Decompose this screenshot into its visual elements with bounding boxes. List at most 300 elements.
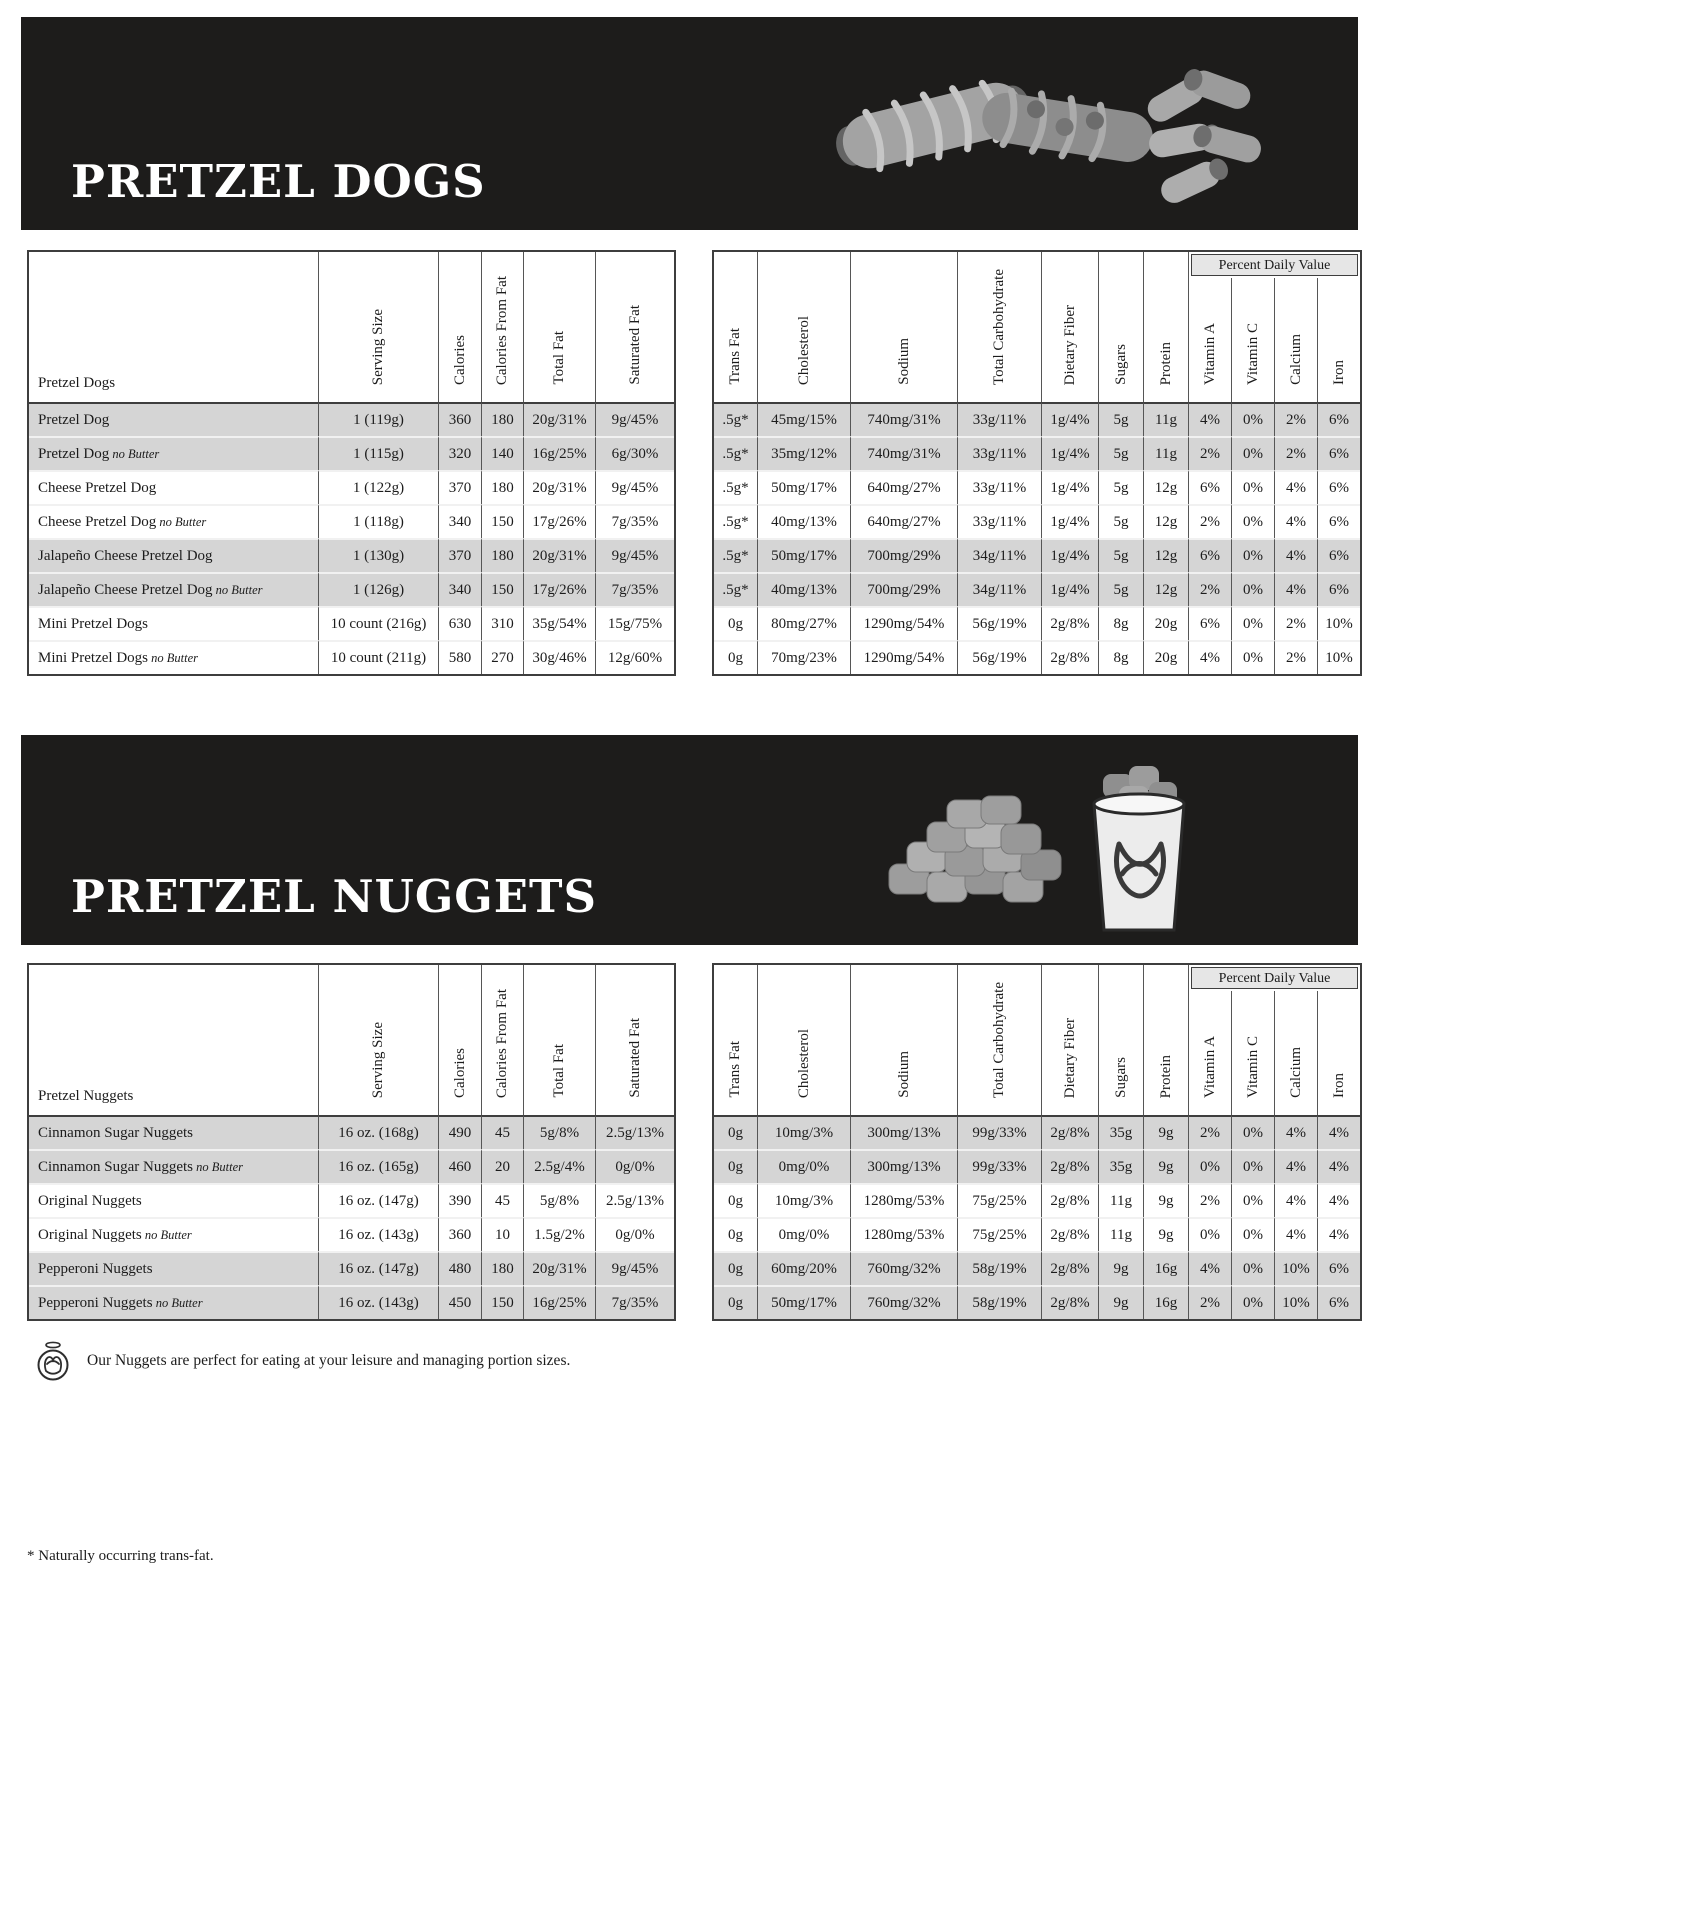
pretzel-nuggets-photo [881, 746, 1211, 941]
table-row [29, 1251, 674, 1285]
value-cell: 6% [1317, 1251, 1360, 1285]
value-cell: 2% [1274, 436, 1317, 470]
value-cell: 16 oz. (143g) [318, 1217, 438, 1251]
value-cell: 75g/25% [957, 1217, 1041, 1251]
table-label-dogs: Pretzel Dogs [29, 252, 318, 402]
value-cell: 11g [1143, 436, 1188, 470]
value-cell: 9g [1143, 1149, 1188, 1183]
table-label-nuggets: Pretzel Nuggets [29, 965, 318, 1115]
value-cell: 370 [438, 538, 481, 572]
value-cell: 490 [438, 1115, 481, 1149]
table-row [714, 538, 1360, 572]
value-cell: 640mg/27% [850, 504, 957, 538]
dogs-nutrition-table-right [712, 250, 1362, 676]
value-cell: 2% [1188, 572, 1231, 606]
value-cell: 0% [1231, 1217, 1274, 1251]
value-cell: 1 (126g) [318, 572, 438, 606]
value-cell: 9g/45% [595, 1251, 674, 1285]
table-row [714, 470, 1360, 504]
value-cell: 140 [481, 436, 523, 470]
value-cell: 16g/25% [523, 436, 595, 470]
value-cell: 10% [1274, 1251, 1317, 1285]
value-cell: 630 [438, 606, 481, 640]
value-cell: 0% [1231, 1251, 1274, 1285]
value-cell: 1 (122g) [318, 470, 438, 504]
value-cell: 6g/30% [595, 436, 674, 470]
value-cell: 0% [1231, 402, 1274, 436]
value-cell: 7g/35% [595, 504, 674, 538]
value-cell: 60mg/20% [757, 1251, 850, 1285]
value-cell: 180 [481, 402, 523, 436]
value-cell: 360 [438, 402, 481, 436]
value-cell: 40mg/13% [757, 572, 850, 606]
value-cell: 700mg/29% [850, 572, 957, 606]
value-cell: 10% [1317, 640, 1360, 674]
table-row [29, 402, 674, 436]
value-cell: 8g [1098, 640, 1143, 674]
value-cell: 0g [714, 1149, 757, 1183]
value-cell: 10% [1274, 1285, 1317, 1319]
col-cholesterol: Cholesterol [757, 252, 850, 402]
value-cell: 5g/8% [523, 1183, 595, 1217]
value-cell: 20g/31% [523, 1251, 595, 1285]
table-row [714, 1149, 1360, 1183]
value-cell: 2g/8% [1041, 640, 1098, 674]
value-cell: 50mg/17% [757, 538, 850, 572]
col-calcium: Calcium [1274, 991, 1317, 1115]
value-cell: 6% [1188, 538, 1231, 572]
value-cell: 4% [1274, 504, 1317, 538]
value-cell: 4% [1188, 640, 1231, 674]
col-total-carbohydrate: Total Carbohydrate [957, 252, 1041, 402]
value-cell: 0g [714, 1217, 757, 1251]
col-sodium: Sodium [850, 965, 957, 1115]
value-cell: 40mg/13% [757, 504, 850, 538]
value-cell: 0% [1188, 1149, 1231, 1183]
value-cell: 4% [1274, 1217, 1317, 1251]
value-cell: 56g/19% [957, 606, 1041, 640]
value-cell: 9g/45% [595, 470, 674, 504]
value-cell: .5g* [714, 572, 757, 606]
value-cell: 460 [438, 1149, 481, 1183]
value-cell: 10 [481, 1217, 523, 1251]
value-cell: 20g [1143, 640, 1188, 674]
percent-daily-value-header: Percent Daily Value [1188, 252, 1360, 278]
value-cell: 9g/45% [595, 538, 674, 572]
value-cell: 58g/19% [957, 1285, 1041, 1319]
table-row [29, 1115, 674, 1149]
table-row [29, 1183, 674, 1217]
col-vitamin-a: Vitamin A [1188, 278, 1231, 402]
value-cell: 10mg/3% [757, 1115, 850, 1149]
value-cell: 2% [1188, 504, 1231, 538]
value-cell: 0% [1231, 1149, 1274, 1183]
value-cell: 310 [481, 606, 523, 640]
value-cell: 0% [1231, 572, 1274, 606]
value-cell: 12g [1143, 538, 1188, 572]
col-cholesterol: Cholesterol [757, 965, 850, 1115]
col-iron: Iron [1317, 991, 1360, 1115]
value-cell: 16 oz. (143g) [318, 1285, 438, 1319]
table-row [29, 640, 674, 674]
col-total-fat: Total Fat [523, 965, 595, 1115]
value-cell: 2g/8% [1041, 1251, 1098, 1285]
value-cell: 300mg/13% [850, 1149, 957, 1183]
section-title-dogs: PRETZEL DOGS [71, 155, 486, 208]
item-name-cell: Cinnamon Sugar Nuggets no Butter [29, 1149, 318, 1183]
value-cell: 340 [438, 572, 481, 606]
item-name-cell: Jalapeño Cheese Pretzel Dog [29, 538, 318, 572]
trans-fat-footnote: * Naturally occurring trans-fat. [27, 1548, 214, 1564]
nuggets-nutrition-table-left [27, 963, 676, 1321]
value-cell: 2% [1188, 1285, 1231, 1319]
value-cell: 10% [1317, 606, 1360, 640]
value-cell: .5g* [714, 436, 757, 470]
value-cell: 99g/33% [957, 1115, 1041, 1149]
value-cell: 9g [1143, 1217, 1188, 1251]
pretzel-nuggets-banner [21, 735, 1358, 945]
value-cell: 16g/25% [523, 1285, 595, 1319]
table-row [714, 1285, 1360, 1319]
value-cell: 4% [1188, 402, 1231, 436]
value-cell: 6% [1317, 572, 1360, 606]
value-cell: 370 [438, 470, 481, 504]
dogs-nutrition-table-left [27, 250, 676, 676]
value-cell: 0% [1231, 538, 1274, 572]
value-cell: 5g [1098, 470, 1143, 504]
value-cell: 4% [1317, 1149, 1360, 1183]
value-cell: 180 [481, 470, 523, 504]
value-cell: 33g/11% [957, 402, 1041, 436]
value-cell: 34g/11% [957, 538, 1041, 572]
table-row [29, 1149, 674, 1183]
col-calories: Calories [438, 965, 481, 1115]
value-cell: 12g [1143, 504, 1188, 538]
value-cell: 1g/4% [1041, 504, 1098, 538]
value-cell: 150 [481, 1285, 523, 1319]
value-cell: 1290mg/54% [850, 606, 957, 640]
value-cell: 35g [1098, 1149, 1143, 1183]
item-name-cell: Pretzel Dog [29, 402, 318, 436]
value-cell: 4% [1274, 572, 1317, 606]
value-cell: 2g/8% [1041, 606, 1098, 640]
col-vitamin-c: Vitamin C [1231, 278, 1274, 402]
value-cell: 390 [438, 1183, 481, 1217]
table-row [714, 402, 1360, 436]
value-cell: 150 [481, 572, 523, 606]
value-cell: 1290mg/54% [850, 640, 957, 674]
value-cell: 4% [1188, 1251, 1231, 1285]
value-cell: 9g/45% [595, 402, 674, 436]
value-cell: 1g/4% [1041, 470, 1098, 504]
value-cell: 2g/8% [1041, 1217, 1098, 1251]
col-calories-from-fat: Calories From Fat [481, 252, 523, 402]
col-calories: Calories [438, 252, 481, 402]
value-cell: 0% [1231, 1285, 1274, 1319]
col-saturated-fat: Saturated Fat [595, 965, 674, 1115]
col-serving-size: Serving Size [318, 252, 438, 402]
section-title-nuggets: PRETZEL NUGGETS [71, 870, 597, 923]
value-cell: 20g/31% [523, 538, 595, 572]
value-cell: 0mg/0% [757, 1149, 850, 1183]
value-cell: .5g* [714, 504, 757, 538]
value-cell: 0% [1231, 606, 1274, 640]
value-cell: 20g/31% [523, 402, 595, 436]
value-cell: 2% [1274, 606, 1317, 640]
value-cell: 4% [1274, 1115, 1317, 1149]
value-cell: 70mg/23% [757, 640, 850, 674]
value-cell: 6% [1317, 470, 1360, 504]
table-row [714, 572, 1360, 606]
value-cell: 0% [1231, 640, 1274, 674]
value-cell: 320 [438, 436, 481, 470]
table-row [714, 436, 1360, 470]
value-cell: 1280mg/53% [850, 1217, 957, 1251]
value-cell: 4% [1274, 1149, 1317, 1183]
value-cell: 0g/0% [595, 1149, 674, 1183]
value-cell: 17g/26% [523, 572, 595, 606]
value-cell: 56g/19% [957, 640, 1041, 674]
value-cell: 10 count (216g) [318, 606, 438, 640]
table-row [714, 1217, 1360, 1251]
value-cell: 340 [438, 504, 481, 538]
value-cell: 1g/4% [1041, 572, 1098, 606]
value-cell: 11g [1098, 1183, 1143, 1217]
table-row [29, 572, 674, 606]
col-total-carbohydrate: Total Carbohydrate [957, 965, 1041, 1115]
value-cell: 7g/35% [595, 1285, 674, 1319]
value-cell: 4% [1317, 1183, 1360, 1217]
value-cell: .5g* [714, 538, 757, 572]
value-cell: 2% [1188, 1115, 1231, 1149]
col-calories-from-fat: Calories From Fat [481, 965, 523, 1115]
col-total-fat: Total Fat [523, 252, 595, 402]
value-cell: 9g [1143, 1183, 1188, 1217]
table-row [29, 1217, 674, 1251]
value-cell: 6% [1317, 402, 1360, 436]
value-cell: 50mg/17% [757, 470, 850, 504]
item-name-cell: Cinnamon Sugar Nuggets [29, 1115, 318, 1149]
value-cell: 2g/8% [1041, 1285, 1098, 1319]
value-cell: 2g/8% [1041, 1149, 1098, 1183]
value-cell: 1g/4% [1041, 402, 1098, 436]
value-cell: 1 (119g) [318, 402, 438, 436]
value-cell: 12g [1143, 470, 1188, 504]
value-cell: 300mg/13% [850, 1115, 957, 1149]
value-cell: 0g/0% [595, 1217, 674, 1251]
value-cell: 0mg/0% [757, 1217, 850, 1251]
value-cell: 6% [1188, 606, 1231, 640]
value-cell: 1.5g/2% [523, 1217, 595, 1251]
value-cell: 9g [1098, 1285, 1143, 1319]
item-name-cell: Mini Pretzel Dogs [29, 606, 318, 640]
value-cell: 33g/11% [957, 470, 1041, 504]
pretzel-dogs-photo [821, 31, 1261, 221]
value-cell: 2% [1188, 1183, 1231, 1217]
value-cell: 30g/46% [523, 640, 595, 674]
value-cell: 12g [1143, 572, 1188, 606]
value-cell: 1280mg/53% [850, 1183, 957, 1217]
value-cell: 2% [1274, 640, 1317, 674]
value-cell: 0g [714, 1251, 757, 1285]
table-row [714, 1183, 1360, 1217]
col-vitamin-a: Vitamin A [1188, 991, 1231, 1115]
col-sugars: Sugars [1098, 252, 1143, 402]
value-cell: 4% [1274, 538, 1317, 572]
value-cell: 16g [1143, 1285, 1188, 1319]
table-row [29, 606, 674, 640]
value-cell: 0% [1188, 1217, 1231, 1251]
value-cell: 5g [1098, 504, 1143, 538]
value-cell: 16 oz. (168g) [318, 1115, 438, 1149]
value-cell: 45 [481, 1115, 523, 1149]
value-cell: 6% [1317, 436, 1360, 470]
value-cell: 0% [1231, 1115, 1274, 1149]
value-cell: 180 [481, 538, 523, 572]
value-cell: 6% [1317, 538, 1360, 572]
item-name-cell: Pepperoni Nuggets [29, 1251, 318, 1285]
value-cell: 75g/25% [957, 1183, 1041, 1217]
value-cell: .5g* [714, 402, 757, 436]
col-trans-fat: Trans Fat [714, 252, 757, 402]
value-cell: 10 count (211g) [318, 640, 438, 674]
value-cell: 34g/11% [957, 572, 1041, 606]
value-cell: 11g [1143, 402, 1188, 436]
item-name-cell: Original Nuggets [29, 1183, 318, 1217]
value-cell: 80mg/27% [757, 606, 850, 640]
table-row [714, 504, 1360, 538]
item-name-cell: Pepperoni Nuggets no Butter [29, 1285, 318, 1319]
value-cell: .5g* [714, 470, 757, 504]
value-cell: 10mg/3% [757, 1183, 850, 1217]
col-calcium: Calcium [1274, 278, 1317, 402]
item-name-cell: Cheese Pretzel Dog [29, 470, 318, 504]
col-sugars: Sugars [1098, 965, 1143, 1115]
value-cell: 8g [1098, 606, 1143, 640]
value-cell: 1 (118g) [318, 504, 438, 538]
value-cell: 16g [1143, 1251, 1188, 1285]
item-name-cell: Jalapeño Cheese Pretzel Dog no Butter [29, 572, 318, 606]
table-row [714, 1251, 1360, 1285]
table-row [714, 640, 1360, 674]
col-dietary-fiber: Dietary Fiber [1041, 252, 1098, 402]
value-cell: 0% [1231, 1183, 1274, 1217]
value-cell: 1g/4% [1041, 538, 1098, 572]
value-cell: 5g [1098, 572, 1143, 606]
col-protein: Protein [1143, 252, 1188, 402]
value-cell: 9g [1143, 1115, 1188, 1149]
value-cell: 58g/19% [957, 1251, 1041, 1285]
value-cell: 5g/8% [523, 1115, 595, 1149]
value-cell: 12g/60% [595, 640, 674, 674]
table-row [29, 470, 674, 504]
col-trans-fat: Trans Fat [714, 965, 757, 1115]
value-cell: 480 [438, 1251, 481, 1285]
value-cell: 760mg/32% [850, 1251, 957, 1285]
value-cell: 11g [1098, 1217, 1143, 1251]
table-row [714, 606, 1360, 640]
value-cell: 4% [1274, 1183, 1317, 1217]
note-text: Our Nuggets are perfect for eating at your leisure and managing portion sizes. [87, 1352, 571, 1369]
value-cell: 4% [1317, 1217, 1360, 1251]
nuggets-note [34, 1340, 570, 1382]
value-cell: 7g/35% [595, 572, 674, 606]
item-name-cell: Mini Pretzel Dogs no Butter [29, 640, 318, 674]
table-row [29, 504, 674, 538]
value-cell: 0g [714, 606, 757, 640]
value-cell: 5g [1098, 436, 1143, 470]
table-row [29, 538, 674, 572]
value-cell: 740mg/31% [850, 436, 957, 470]
item-name-cell: Cheese Pretzel Dog no Butter [29, 504, 318, 538]
value-cell: 0g [714, 1115, 757, 1149]
value-cell: 0% [1231, 504, 1274, 538]
col-dietary-fiber: Dietary Fiber [1041, 965, 1098, 1115]
value-cell: 17g/26% [523, 504, 595, 538]
value-cell: 360 [438, 1217, 481, 1251]
table-row [29, 1285, 674, 1319]
value-cell: 760mg/32% [850, 1285, 957, 1319]
pretzel-dogs-banner [21, 17, 1358, 230]
value-cell: 2.5g/4% [523, 1149, 595, 1183]
value-cell: 2.5g/13% [595, 1183, 674, 1217]
item-name-cell: Original Nuggets no Butter [29, 1217, 318, 1251]
value-cell: 16 oz. (147g) [318, 1183, 438, 1217]
value-cell: 2g/8% [1041, 1183, 1098, 1217]
value-cell: 450 [438, 1285, 481, 1319]
value-cell: 700mg/29% [850, 538, 957, 572]
value-cell: 6% [1317, 1285, 1360, 1319]
value-cell: 2.5g/13% [595, 1115, 674, 1149]
value-cell: 33g/11% [957, 504, 1041, 538]
percent-daily-value-header: Percent Daily Value [1188, 965, 1360, 991]
value-cell: 35g [1098, 1115, 1143, 1149]
pretzel-halo-icon [34, 1340, 72, 1382]
value-cell: 50mg/17% [757, 1285, 850, 1319]
value-cell: 1g/4% [1041, 436, 1098, 470]
table-row [714, 1115, 1360, 1149]
value-cell: 16 oz. (165g) [318, 1149, 438, 1183]
value-cell: 20 [481, 1149, 523, 1183]
value-cell: 0g [714, 640, 757, 674]
value-cell: 580 [438, 640, 481, 674]
value-cell: 6% [1317, 504, 1360, 538]
value-cell: 33g/11% [957, 436, 1041, 470]
value-cell: 180 [481, 1251, 523, 1285]
value-cell: 45 [481, 1183, 523, 1217]
value-cell: 740mg/31% [850, 402, 957, 436]
value-cell: 20g [1143, 606, 1188, 640]
value-cell: 0g [714, 1285, 757, 1319]
value-cell: 99g/33% [957, 1149, 1041, 1183]
value-cell: 15g/75% [595, 606, 674, 640]
value-cell: 9g [1098, 1251, 1143, 1285]
value-cell: 0% [1231, 470, 1274, 504]
item-name-cell: Pretzel Dog no Butter [29, 436, 318, 470]
value-cell: 2% [1188, 436, 1231, 470]
value-cell: 35mg/12% [757, 436, 850, 470]
value-cell: 6% [1188, 470, 1231, 504]
value-cell: 16 oz. (147g) [318, 1251, 438, 1285]
nuggets-nutrition-table-right [712, 963, 1362, 1321]
value-cell: 150 [481, 504, 523, 538]
value-cell: 5g [1098, 402, 1143, 436]
value-cell: 0g [714, 1183, 757, 1217]
value-cell: 20g/31% [523, 470, 595, 504]
col-protein: Protein [1143, 965, 1188, 1115]
value-cell: 1 (130g) [318, 538, 438, 572]
value-cell: 5g [1098, 538, 1143, 572]
